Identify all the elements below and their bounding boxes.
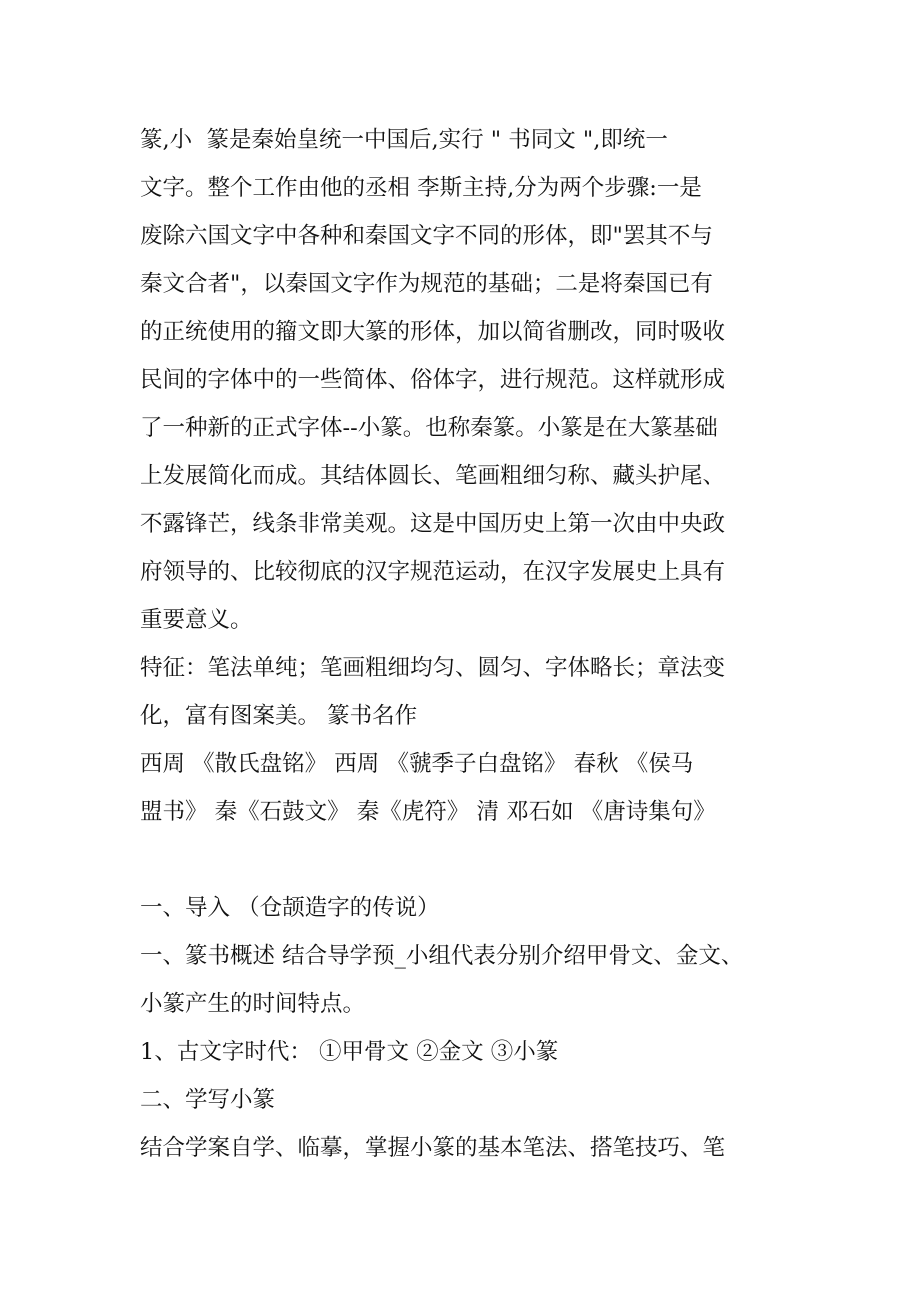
text-line: 文字。整个工作由他的丞相 李斯主持,分为两个步骤:一是 (140, 175, 702, 201)
section-lesson (140, 884, 800, 1172)
text-line: 秦文合者"，以秦国文字作为规范的基础；二是将秦国已有 (140, 271, 713, 297)
paragraph-masterpieces (140, 740, 800, 836)
list-item: 1、古文字时代： ①甲骨文 ②金文 ③小篆 (140, 1039, 559, 1065)
text-line: 的正统使用的籀文即大篆的形体，加以简省删改，同时吸收 (140, 319, 726, 345)
paragraph-history (140, 116, 800, 644)
text-line: 篆,小 篆是秦始皇统一中国后,实行 " 书同文 ",即统一 (140, 127, 668, 153)
text-line: 盟书》 秦《石鼓文》 秦《虎符》 清 邓石如 《唐诗集句》 (140, 799, 716, 825)
text-line: 民间的字体中的一些简体、俗体字，进行规范。这样就形成 (140, 367, 726, 393)
document-body (140, 116, 800, 1172)
paragraph-gap (140, 836, 800, 884)
section-heading: 一、篆书概述 结合导学预_小组代表分别介绍甲骨文、金文、 (140, 943, 744, 969)
text-line: 小篆产生的时间特点。 (140, 991, 366, 1017)
text-line: 上发展简化而成。其结体圆长、笔画粗细匀称、藏头护尾、 (140, 463, 726, 489)
text-line: 不露锋芒，线条非常美观。这是中国历史上第一次由中央政 (140, 511, 726, 537)
text-line: 西周 《散氏盘铭》 西周 《虢季子白盘铭》 春秋 《侯马 (140, 751, 694, 777)
paragraph-features (140, 644, 800, 740)
text-line: 特征：笔法单纯；笔画粗细均匀、圆匀、字体略长；章法变 (140, 655, 726, 681)
text-line: 了一种新的正式字体--小篆。也称秦篆。小篆是在大篆基础 (140, 415, 718, 441)
text-line: 化，富有图案美。 篆书名作 (140, 703, 418, 729)
text-line: 废除六国文字中各种和秦国文字不同的形体，即"罢其不与 (140, 223, 713, 249)
text-line: 府领导的、比较彻底的汉字规范运动，在汉字发展史上具有 (140, 559, 726, 585)
section-heading: 二、学写小篆 (140, 1087, 276, 1113)
text-line: 结合学案自学、临摹，掌握小篆的基本笔法、搭笔技巧、笔 (140, 1135, 726, 1161)
section-heading: 一、导入 （仓颉造字的传说） (140, 895, 440, 921)
text-line: 重要意义。 (140, 607, 253, 633)
